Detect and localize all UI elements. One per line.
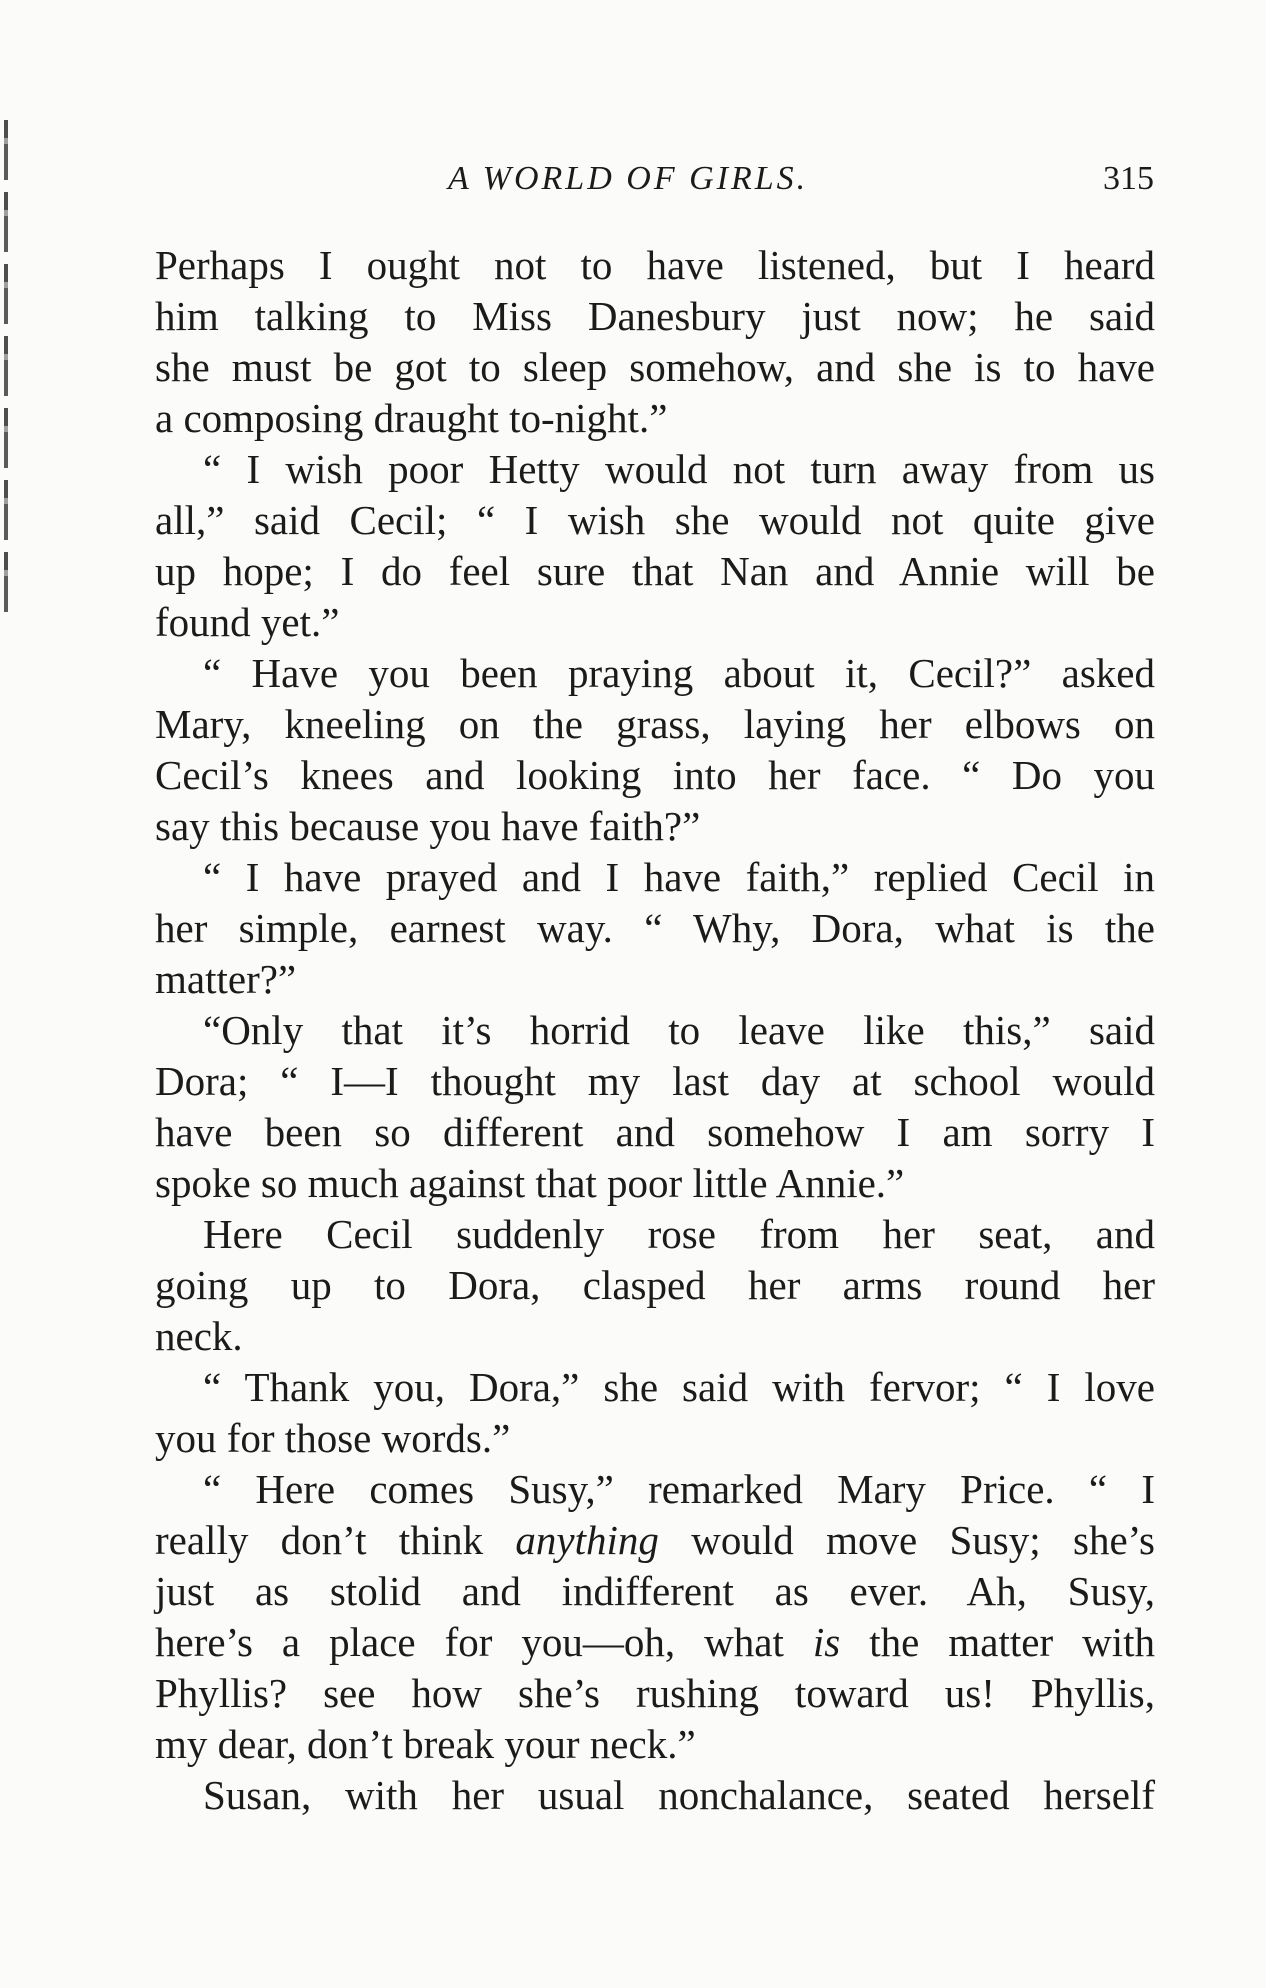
emphasis-text: is	[812, 1619, 841, 1665]
text-line: going up to Dora, clasped her arms round her	[155, 1262, 1155, 1308]
text-line: all,” said Cecil; “ I wish she would not quite give	[155, 497, 1155, 543]
text-line: Here Cecil suddenly rose from her seat, and	[203, 1211, 1155, 1257]
text-line: “ Here comes Susy,” remarked Mary Price. “ I	[203, 1466, 1155, 1512]
text-line: Perhaps I ought not to have listened, but I heard	[155, 242, 1155, 288]
text-line: say this because you have faith?”	[155, 803, 701, 849]
text-line: matter?”	[155, 956, 297, 1002]
text-line: really don’t think anything would move Susy; she’s	[155, 1517, 1155, 1563]
text-line: found yet.”	[155, 599, 340, 645]
page-number: 315	[1103, 160, 1154, 197]
text-line: Cecil’s knees and looking into her face. “ Do you	[155, 752, 1155, 798]
text-line: up hope; I do feel sure that Nan and Annie will be	[155, 548, 1155, 594]
text-line: my dear, don’t break your neck.”	[155, 1721, 696, 1767]
text-line: Dora; “ I—I thought my last day at school would	[155, 1058, 1155, 1104]
text-line: “ I have prayed and I have faith,” replied Cecil in	[203, 854, 1155, 900]
text-line: here’s a place for you—oh, what is the matter with	[155, 1619, 1155, 1665]
text-line: you for those words.”	[155, 1415, 511, 1461]
text-line: just as stolid and indifferent as ever. Ah, Susy,	[155, 1568, 1155, 1614]
text-line: spoke so much against that poor little Annie.”	[155, 1160, 905, 1206]
text-line: him talking to Miss Danesbury just now; he said	[155, 293, 1155, 339]
text-line: neck.	[155, 1313, 243, 1359]
emphasis-text: anything	[515, 1517, 659, 1563]
running-title: A WORLD OF GIRLS.	[448, 160, 809, 197]
text-line: “Only that it’s horrid to leave like this,” said	[203, 1007, 1155, 1053]
text-line: “ I wish poor Hetty would not turn away from us	[203, 446, 1155, 492]
text-line: “ Thank you, Dora,” she said with fervor; “ I love	[203, 1364, 1155, 1410]
text-line: she must be got to sleep somehow, and she is to have	[155, 344, 1155, 390]
text-line: have been so different and somehow I am sorry I	[155, 1109, 1155, 1155]
text-line: a composing draught to-night.”	[155, 395, 668, 441]
text-line: Susan, with her usual nonchalance, seated herself	[203, 1772, 1155, 1818]
body-text	[155, 240, 1155, 1821]
page-header	[0, 160, 1266, 210]
text-line: “ Have you been praying about it, Cecil?” asked	[203, 650, 1155, 696]
text-line: Mary, kneeling on the grass, laying her elbows on	[155, 701, 1155, 747]
text-line: Phyllis? see how she’s rushing toward us! Phyllis,	[155, 1670, 1155, 1716]
text-line: her simple, earnest way. “ Why, Dora, what is the	[155, 905, 1155, 951]
